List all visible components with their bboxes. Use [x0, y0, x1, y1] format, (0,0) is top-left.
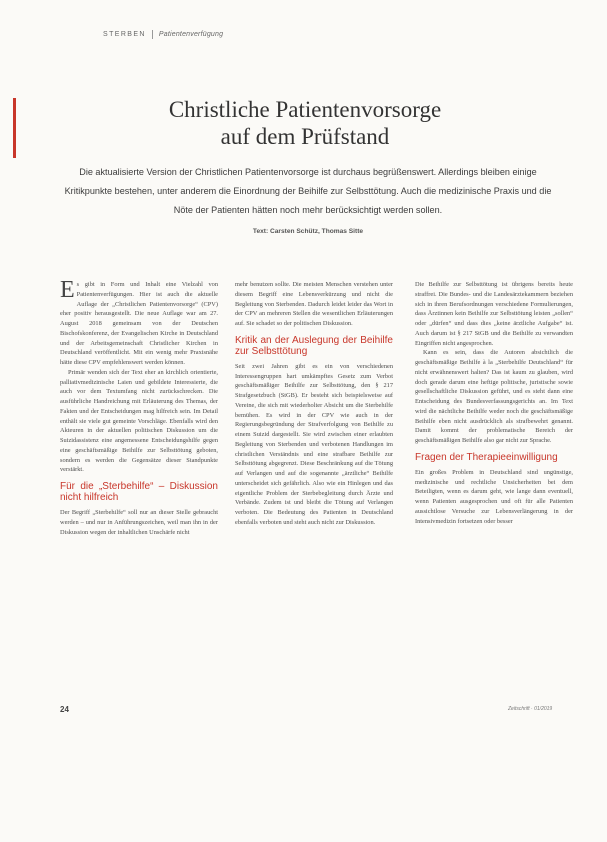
article-body [60, 277, 578, 700]
paragraph: Seit zwei Jahren gibt es ein von verschiedenen Interessengruppen hart umkämpftes Gesetz zum Verbot geschäftsmäßiger Beihilfe zur Selbsttötung, den § 217 Strafgesetzbuch (StGB). Er besteht sich beispielsweise auf Vereine, die sich mit wiederholter Absicht um die Sterbehilfe bemühen. Es wird in der CPV wie auch in der Regierungsbegründung der Strafverfolgung von Beihilfe zu einem Suizid dargestellt. Sie wird zwischen einer erlaubten Begleitung von Sterbenden und verbotenen Handlungen im christlichen Verständnis und eine strafbare Beihilfe zur Selbsttötung abgegrenzt. Diese Beschränkung auf die Tötung auf Verlangen und auf die sogenannte „ärztliche“ Beihilfe unterscheidet sich gefährlich. Also wie ein Hinlegen und das eigentliche Problem der Sterbebegleitung durch Ärzte und Verbände. Zudem ist und bleibt die Tötung auf Verlangen verboten. Die Bedeutung des Patienten in Deutschland ebenfalls verboten und steht auch nicht zur Diskussion. [235, 362, 393, 526]
paragraph: mehr benutzen sollte. Die meisten Menschen verstehen unter diesem Begriff eine Lebensverkürzung und nicht die Begleitung von Sterbenden. Dadurch leidet leider das Wort in der CPV an mehreren Stellen die wesentlichen Erläuterungen auf. Sie schadet so der politischen Diskussion. [235, 281, 393, 327]
body-column-3 [415, 280, 573, 526]
accent-bar [13, 98, 16, 158]
paragraph: Die Beihilfe zur Selbsttötung ist übrigens bereits heute straffrei. Die Bundes- und die Landesärztekammern beziehen sich in ihren Berufsordnungen verschiedene Formulierungen, dass Ärztinnen kein Beihilfe zur Selbsttötung leisten „sollen“ oder „dürfen“ und dass dies „keine ärztliche Aufgabe“ ist. Auch darum ist § 217 StGB und die Beihilfe zu verwandten Eingriffen nicht angesprochen. [415, 281, 573, 347]
drop-cap: E [60, 277, 75, 303]
article-authors: Text: Carsten Schütz, Thomas Sitte [252, 228, 364, 235]
paragraph [60, 277, 218, 368]
paragraph: Ein großes Problem in Deutschland sind ungünstige, medizinische und rechtliche Unsicherheiten bei dem Beteiligten, wenn es darum geht, wie lange dann eventuell, wenn Patienten ausgesprochen und oft für alle Patienten aussichtlose Versuche zur Lebensverlängerung in der Intensivmedizin fortsetzen oder besser [415, 468, 573, 525]
subheading: Für die „Sterbehilfe“ – Diskussion nicht hilfreich [60, 481, 218, 503]
body-column-1 [60, 277, 218, 537]
paragraph-text: s gibt in Form und Inhalt eine Vielzahl von Patientenverfügungen. Hier ist auch die aktuelle Auflage der „Christlichen Patientenvorsorge“ (CPV) eher positiv herausgestellt. Die neue Auflage war am 27. August 2018 gemeinsam von der Deutschen Bischofskonferenz, der Evangelischen Kirche in Deutschland und der Arbeitsgemeinschaft Christlicher Kirchen in Deutschland veröffentlicht. Mit ein wenig mehr Praxisnähe hätte diese CPV empfehlenswert werden können. [60, 281, 218, 366]
page-number: 24 [60, 705, 69, 714]
article-title [60, 96, 550, 150]
paragraph: Primär wenden sich der Text eher an kirchlich orientierte, palliativmedizinische Laien und gebildete Interessierte, die auch vor dem Textumfang nicht zurückschrecken. Die ausführliche Handreichung mit Erläuterung des Themas, der Fakten und der Entscheidungen mag hilfreich sein. Im Detail enthält sie viele gut gemeinte Vorschläge. Ebenfalls wird den Akteuren in der aktuellen politischen Diskussion um die Suizidassistenz eine angemessene Entscheidungshilfe gegen eine geschäftsmäßige Beihilfe zur Selbsttötung geboten, sondern es werden die Gegensätze dieser Standpunkte verstärkt. [60, 368, 218, 474]
article-lead: Die aktualisierte Version der Christlichen Patientenvorsorge ist durchaus begrüßenswert. Allerdings bleiben einige Kritikpunkte bestehen, unter anderem die Einordnung der Beihilfe zur Selbsttötung. Auch die medizinische Praxis und die Nöte der Patienten hätten noch mehr berücksichtigt werden sollen. [64, 167, 552, 215]
body-column-2 [235, 280, 393, 528]
subheading: Fragen der Therapieeinwilligung [415, 451, 558, 463]
subheading: Kritik an der Auslegung der Beihilfe zur Selbsttötung [235, 334, 393, 357]
publication-footer: Zeitschrift · 01/2019 [508, 706, 553, 712]
title-line-2: auf dem Prüfstand [220, 124, 390, 149]
paragraph: Kann es sein, dass die Autoren absichtlich die geschäftsmäßige Beihilfe à la „Sterbehilfe Deutschland“ für nicht erwähnenswert halten? Das ist kaum zu glauben, wird doch gerade darum eine heftige politische, juristische sowie gesellschaftliche Diskussion geführt, und es steht dann eine Entscheidung des Bundesverfassungsgerichts an. Im Text wird die nächtliche Beihilfe weder noch die geschäftsmäßige Beihilfe eben nicht ausdrücklich als strafbewehrt genannt. Damit kommt der problematische Bereich der geschäftsmäßigen Beihilfe also gar nicht zur Sprache. [415, 349, 573, 444]
title-line-1: Christliche Patientenvorsorge [168, 97, 442, 122]
subsection-label: Patientenverfügung [158, 31, 224, 38]
header-divider [152, 30, 153, 39]
section-label: STERBEN [103, 31, 146, 38]
paragraph: Der Begriff „Sterbehilfe“ soll nur an dieser Stelle gebraucht werden – und nur in Anführungszeichen, weil man ihn in der Diskussion wegen der inhaltlichen Unschärfe nicht [60, 509, 218, 536]
section-header [103, 30, 223, 39]
